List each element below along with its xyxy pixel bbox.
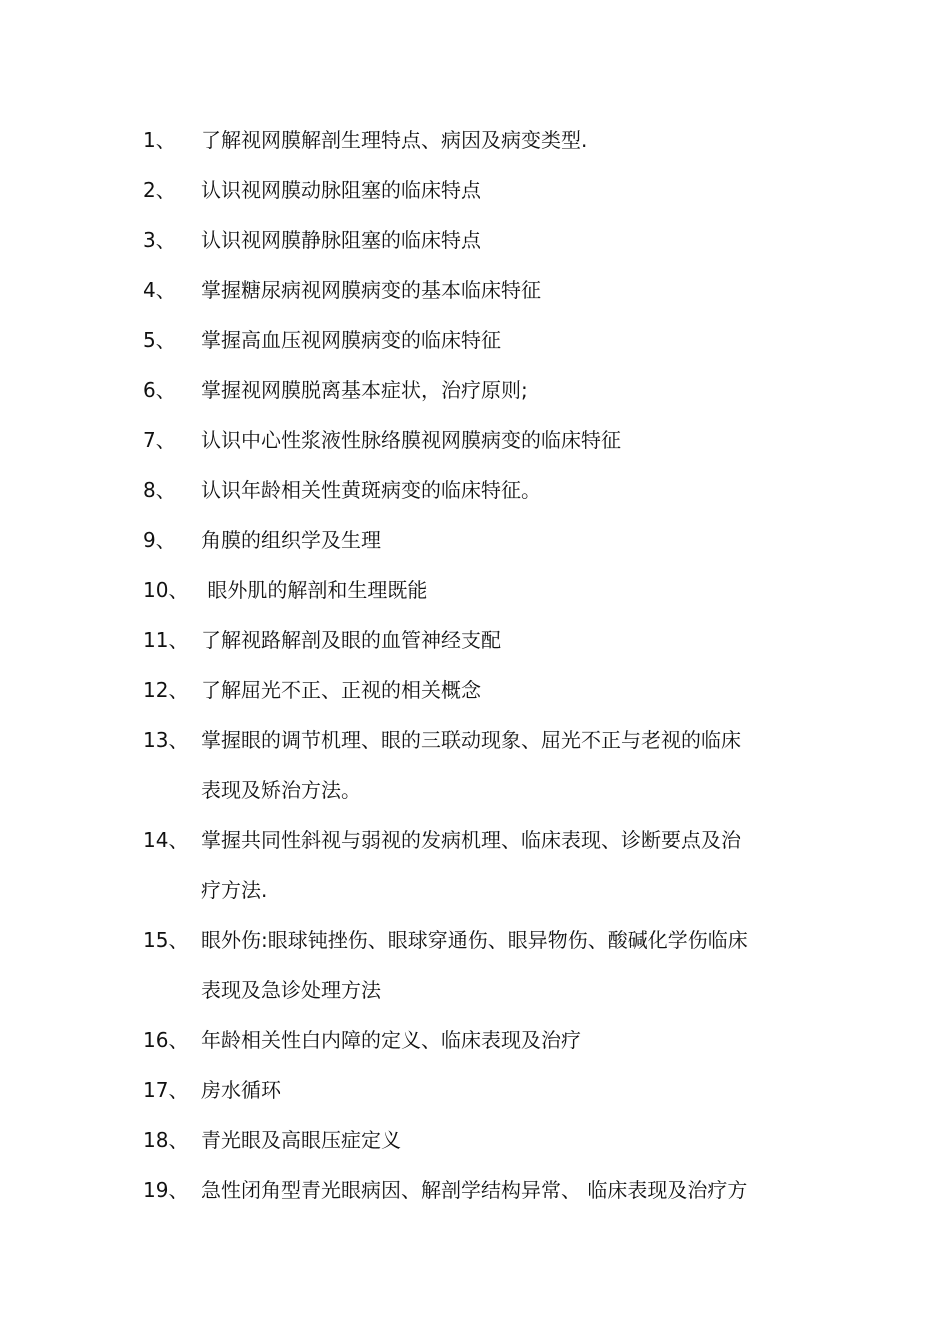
item-number: 13、: [143, 728, 189, 752]
item-text: [201, 1015, 823, 1065]
item-text-line: 掌握糖尿病视网膜病变的基本临床特征: [201, 278, 541, 302]
item-text: [201, 165, 823, 215]
item-number: 15、: [143, 928, 189, 952]
item-text: [201, 215, 823, 265]
item-text-line: 角膜的组织学及生理: [201, 528, 381, 552]
item-text: [201, 265, 823, 315]
item-text-line: 认识视网膜动脉阻塞的临床特点: [201, 178, 481, 202]
item-text: [201, 365, 823, 415]
list-item: [143, 665, 823, 715]
item-text: [201, 315, 823, 365]
item-number: 1、: [143, 128, 176, 152]
list-item: [143, 515, 823, 565]
item-number: 16、: [143, 1028, 189, 1052]
list-item: [143, 165, 823, 215]
item-number: 8、: [143, 478, 176, 502]
list-item: [143, 1015, 823, 1065]
item-text-line: 眼外伤:眼球钝挫伤、眼球穿通伤、眼异物伤、酸碱化学伤临床: [201, 928, 748, 952]
item-text-line: 了解视网膜解剖生理特点、病因及病变类型.: [201, 128, 588, 152]
item-number: 19、: [143, 1178, 189, 1202]
item-number: 18、: [143, 1128, 189, 1152]
item-text-line: 表现及矫治方法。: [201, 778, 361, 802]
item-text: [201, 815, 823, 915]
item-number: 6、: [143, 378, 176, 402]
item-text-line: 急性闭角型青光眼病因、解剖学结构异常、 临床表现及治疗方: [201, 1178, 748, 1202]
item-text-line: 年龄相关性白内障的定义、临床表现及治疗: [201, 1028, 581, 1052]
item-text: [201, 915, 823, 1015]
item-number: 7、: [143, 428, 176, 452]
item-text-line: 认识年龄相关性黄斑病变的临床特征。: [201, 478, 541, 502]
list-item: [143, 215, 823, 265]
item-text: [201, 715, 823, 815]
item-text: [201, 465, 823, 515]
item-text-line: 了解视路解剖及眼的血管神经支配: [201, 628, 501, 652]
item-text: [201, 515, 823, 565]
item-text-line: 了解屈光不正、正视的相关概念: [201, 678, 481, 702]
item-number: 5、: [143, 328, 176, 352]
item-text-line: 青光眼及高眼压症定义: [201, 1128, 401, 1152]
item-text-line: 认识中心性浆液性脉络膜视网膜病变的临床特征: [201, 428, 621, 452]
item-text-line: 表现及急诊处理方法: [201, 978, 381, 1002]
item-number: 3、: [143, 228, 176, 252]
item-text: [201, 1065, 823, 1115]
list-item: [143, 1165, 823, 1215]
list-item: [143, 365, 823, 415]
item-text: [201, 565, 823, 615]
item-text-line: 掌握视网膜脱离基本症状，治疗原则;: [201, 378, 528, 402]
item-number: 11、: [143, 628, 189, 652]
item-number: 10、: [143, 578, 189, 602]
list-item: [143, 915, 823, 1015]
item-text-line: 掌握高血压视网膜病变的临床特征: [201, 328, 501, 352]
list-item: [143, 465, 823, 515]
list-item: [143, 1115, 823, 1165]
item-text-line: 掌握共同性斜视与弱视的发病机理、临床表现、诊断要点及治: [201, 828, 741, 852]
item-text: [201, 665, 823, 715]
list-item: [143, 1065, 823, 1115]
item-text: [201, 415, 823, 465]
list-item: [143, 565, 823, 615]
list-item: [143, 315, 823, 365]
list-item: [143, 815, 823, 915]
item-number: 14、: [143, 828, 189, 852]
list-item: [143, 615, 823, 665]
item-text-line: 眼外肌的解剖和生理既能: [201, 578, 428, 602]
item-text-line: 疗方法.: [201, 878, 268, 902]
item-number: 12、: [143, 678, 189, 702]
item-text-line: 房水循环: [201, 1078, 281, 1102]
list-item: [143, 715, 823, 815]
item-text: [201, 1115, 823, 1165]
item-text-line: 认识视网膜静脉阻塞的临床特点: [201, 228, 481, 252]
item-text: [201, 1165, 823, 1215]
item-number: 2、: [143, 178, 176, 202]
list-item: [143, 415, 823, 465]
item-number: 4、: [143, 278, 176, 302]
item-text: [201, 115, 823, 165]
item-text: [201, 615, 823, 665]
item-text-line: 掌握眼的调节机理、眼的三联动现象、屈光不正与老视的临床: [201, 728, 741, 752]
objectives-list: [143, 115, 823, 1215]
item-number: 17、: [143, 1078, 189, 1102]
list-item: [143, 265, 823, 315]
list-item: [143, 115, 823, 165]
item-number: 9、: [143, 528, 176, 552]
